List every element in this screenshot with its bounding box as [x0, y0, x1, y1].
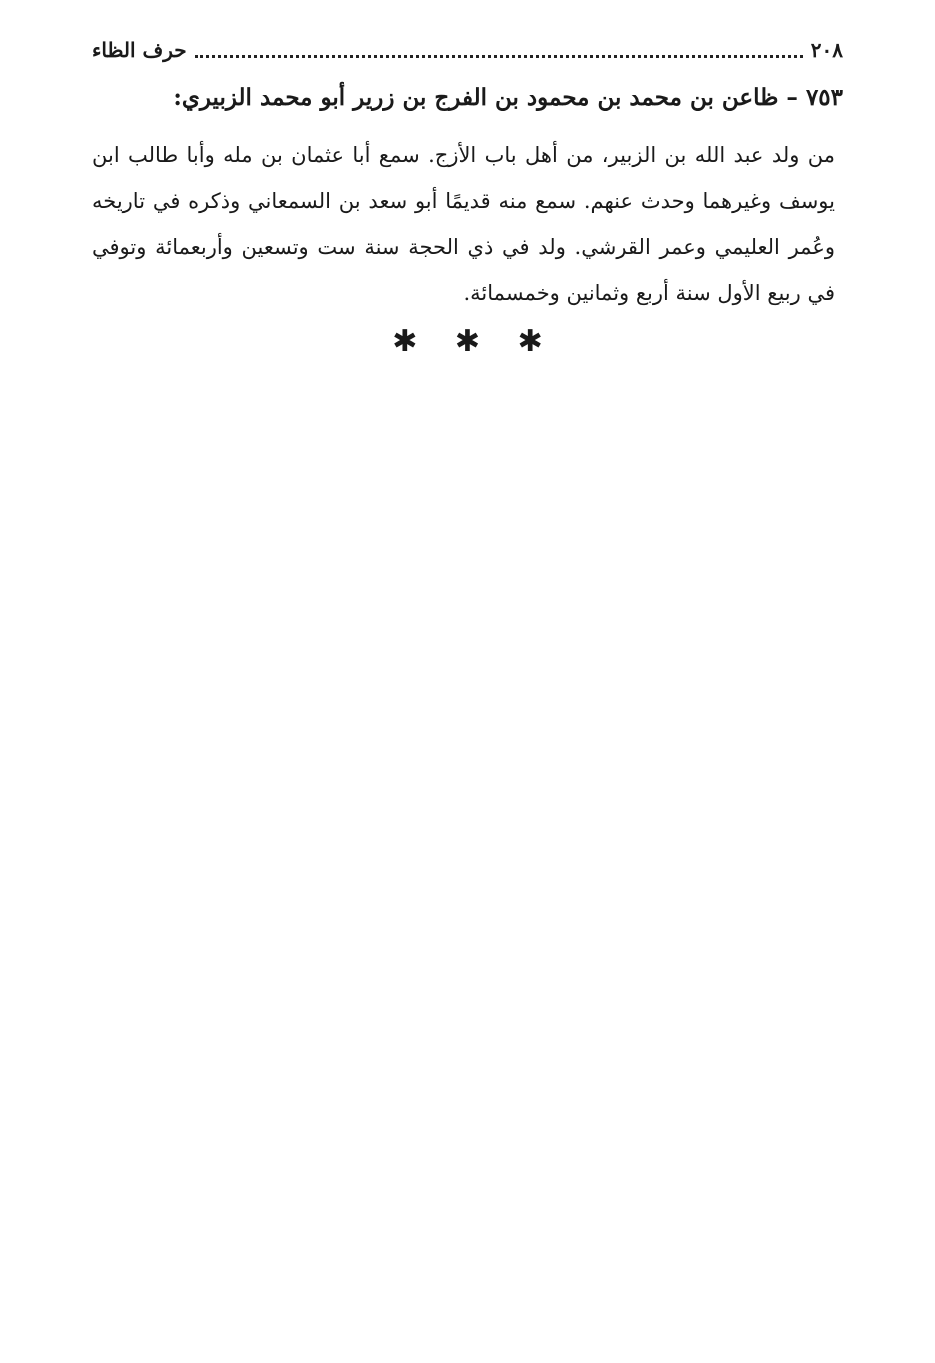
section-separator — [0, 322, 935, 362]
section-title: حرف الظاء — [92, 38, 187, 62]
entry-paragraph: من ولد عبد الله بن الزبير، من أهل باب الأزج. سمع أبا عثمان بن مله وأبا طالب ابن يوسف وغيرهما وحدث عنهم. سمع منه قديمًا أبو سعد بن السمعاني وذكره في تاريخه وعُمر العليمي وعمر القرشي. ولد في ذي الحجة سنة ست وتسعين وأربعمائة وتوفي في ربيع الأول سنة أربع وثمانين وخمسمائة. — [92, 143, 835, 305]
running-header — [92, 30, 843, 70]
entry-title: ٧٥٣ – ظاعن بن محمد بن محمود بن الفرج بن زرير أبو محمد الزبيري: — [173, 84, 843, 111]
separator-star-icon: ✱ — [392, 324, 418, 359]
entry-body — [92, 132, 835, 316]
separator-star-icon: ✱ — [454, 324, 481, 359]
header-dot-leader — [195, 55, 803, 58]
page-number: ٢٠٨ — [810, 38, 843, 62]
separator-star-icon: ✱ — [517, 324, 543, 359]
